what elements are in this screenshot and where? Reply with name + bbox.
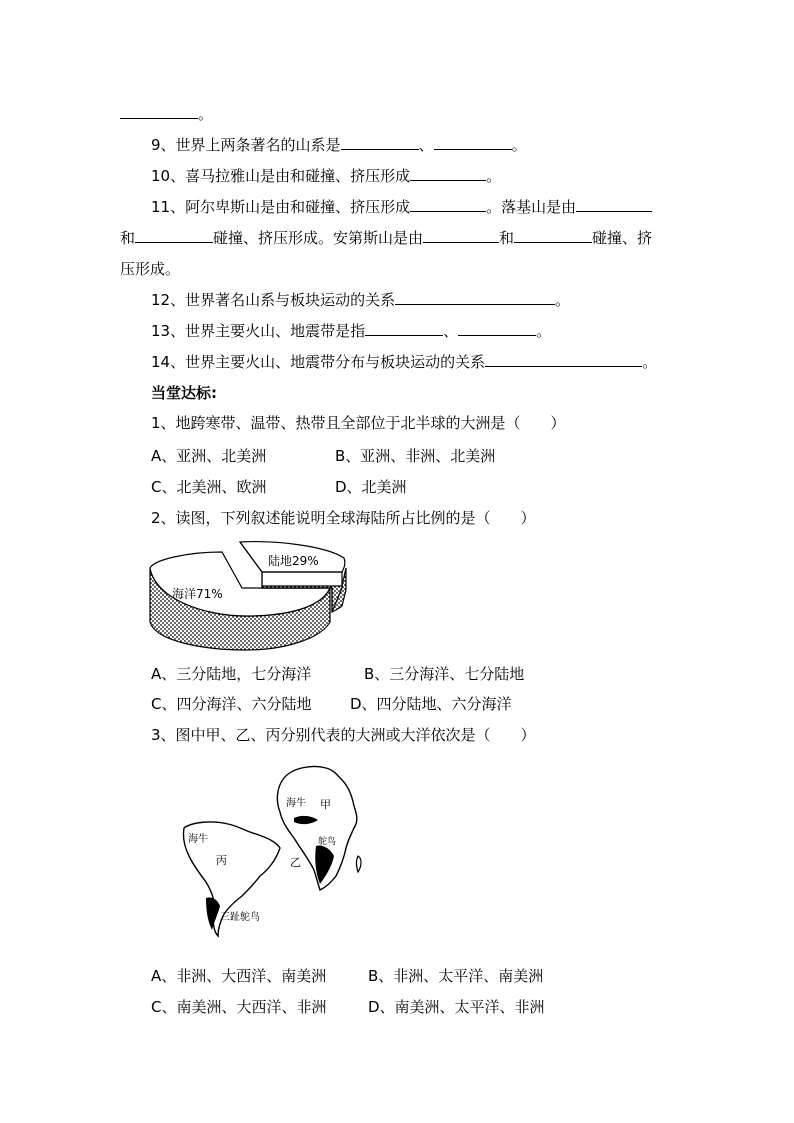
option-2c[interactable]: C、四分海洋、六分陆地 — [151, 695, 312, 713]
answer-blank[interactable] — [135, 228, 213, 243]
section-title: 当堂达标: — [151, 384, 217, 402]
answer-blank[interactable] — [410, 166, 486, 181]
question-11-cont: 和 碰撞、挤压形成。安第斯山是由 和 碰撞、挤 — [120, 229, 653, 247]
answer-blank[interactable] — [410, 197, 486, 212]
mc-question-3: 3、图中甲、乙、丙分别代表的大洲或大洋依次是（ ） — [151, 726, 536, 744]
option-1c[interactable]: C、北美洲、欧洲 — [151, 478, 267, 496]
answer-blank[interactable] — [576, 197, 652, 212]
option-2d[interactable]: D、四分陆地、六分海洋 — [350, 695, 512, 713]
sa-region-label: 丙 — [216, 854, 227, 867]
question-13: 13、世界主要火山、地震带是指 、 。 — [151, 322, 552, 340]
option-1b[interactable]: B、亚洲、非洲、北美洲 — [335, 447, 496, 465]
land-label: 陆地29% — [268, 554, 319, 568]
answer-blank[interactable] — [120, 104, 198, 119]
option-3c[interactable]: C、南美洲、大西洋、非洲 — [151, 998, 327, 1016]
option-2b[interactable]: B、三分海洋、七分陆地 — [364, 665, 525, 683]
af-bird-label: 鸵鸟 — [318, 837, 337, 847]
ocean-label: 海洋71% — [172, 587, 223, 601]
answer-blank[interactable] — [341, 135, 419, 150]
answer-blank[interactable] — [423, 228, 499, 243]
madagascar — [357, 856, 362, 872]
question-12: 12、世界著名山系与板块运动的关系 。 — [151, 291, 571, 309]
answer-blank[interactable] — [434, 135, 512, 150]
question-10: 10、喜马拉雅山是由和碰撞、挤压形成 。 — [151, 167, 502, 185]
answer-blank[interactable] — [514, 228, 592, 243]
land-ocean-pie-figure — [146, 538, 352, 654]
af-region2-label: 乙 — [290, 856, 301, 869]
mc-question-1: 1、地跨寒带、温带、热带且全部位于北半球的大洲是（ ） — [151, 414, 566, 432]
sa-bird-label: 三趾鸵鸟 — [220, 912, 260, 923]
option-3b[interactable]: B、非洲、太平洋、南美洲 — [368, 967, 544, 985]
line-8-tail: 。 — [120, 104, 213, 124]
sa-animal-label: 海牛 — [188, 834, 208, 845]
question-9: 9、世界上两条著名的山系是 、 。 — [151, 136, 527, 154]
question-14: 14、世界主要火山、地震带分布与板块运动的关系 。 — [151, 353, 658, 371]
continents-map-figure — [172, 762, 372, 944]
option-2a[interactable]: A、三分陆地，七分海洋 — [151, 665, 312, 683]
question-11-end: 压形成。 — [120, 260, 181, 278]
option-1a[interactable]: A、亚洲、北美洲 — [151, 447, 267, 465]
answer-blank[interactable] — [365, 321, 443, 336]
af-animal-label: 海牛 — [286, 798, 306, 809]
answer-blank[interactable] — [395, 290, 555, 305]
option-3a[interactable]: A、非洲、大西洋、南美洲 — [151, 967, 327, 985]
answer-blank[interactable] — [485, 352, 642, 367]
question-11: 11、阿尔卑斯山是由和碰撞、挤压形成 。落基山是由 — [151, 197, 652, 217]
mc-question-2: 2、读图，下列叙述能说明全球海陆所占比例的是（ ） — [151, 509, 536, 527]
answer-blank[interactable] — [458, 321, 536, 336]
option-3d[interactable]: D、南美洲、太平洋、非洲 — [368, 998, 545, 1016]
af-region1-label: 甲 — [320, 798, 331, 811]
option-1d[interactable]: D、北美洲 — [335, 478, 407, 496]
